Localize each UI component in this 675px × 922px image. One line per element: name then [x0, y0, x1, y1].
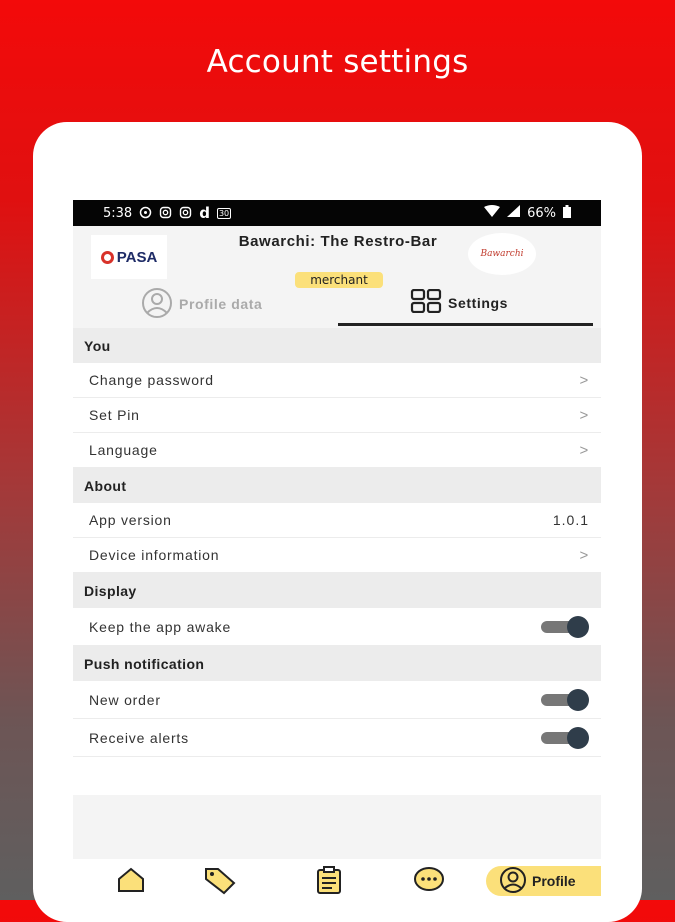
instagram-icon — [179, 206, 192, 221]
tab-profile-data[interactable] — [141, 282, 262, 326]
orders-clipboard-icon[interactable] — [314, 865, 344, 895]
row-label: Receive alerts — [89, 729, 189, 746]
chevron-right-icon: > — [579, 546, 589, 564]
tab-settings[interactable] — [338, 282, 593, 326]
grid-icon — [410, 289, 442, 316]
section-push-notification: Push notification — [73, 646, 601, 681]
row-device-information[interactable] — [73, 538, 601, 573]
section-you: You — [73, 328, 601, 363]
store-logo: Bawarchi — [468, 233, 536, 275]
notification-badge-icon: 30 — [218, 208, 230, 218]
signal-icon — [507, 205, 520, 221]
row-label: Device information — [89, 547, 220, 563]
bottom-nav — [73, 859, 601, 900]
store-name: Bawarchi: The Restro-Bar — [238, 233, 438, 250]
receive-alerts-toggle[interactable] — [541, 730, 589, 746]
keep-awake-toggle[interactable] — [541, 619, 589, 635]
row-label: New order — [89, 691, 161, 708]
row-keep-app-awake — [73, 608, 601, 646]
instagram-icon — [159, 206, 172, 221]
content-footer-area — [73, 795, 601, 859]
wifi-icon — [484, 205, 500, 221]
phone-screen — [73, 200, 601, 900]
row-receive-alerts — [73, 719, 601, 757]
whatsapp-icon — [139, 206, 152, 221]
row-label: Change password — [89, 372, 214, 388]
profile-tabs — [73, 273, 601, 328]
section-display: Display — [73, 573, 601, 608]
chevron-right-icon: > — [579, 441, 589, 459]
nav-profile-label: Profile — [532, 873, 576, 889]
role-badge: merchant — [295, 272, 383, 288]
status-time: 5:38 — [103, 205, 133, 221]
status-bar — [73, 200, 601, 226]
row-label: App version — [89, 512, 172, 528]
app-version-value: 1.0.1 — [552, 512, 589, 528]
row-app-version — [73, 503, 601, 538]
chevron-right-icon: > — [579, 406, 589, 424]
tab-settings-label: Settings — [448, 294, 509, 311]
battery-icon — [563, 205, 571, 222]
pasa-logo — [91, 235, 167, 279]
row-label: Set Pin — [89, 407, 140, 423]
home-icon[interactable] — [116, 865, 146, 895]
row-label: Keep the app awake — [89, 618, 232, 635]
chat-icon[interactable] — [413, 865, 443, 895]
user-circle-icon — [141, 287, 173, 322]
section-about: About — [73, 468, 601, 503]
offers-tag-icon[interactable] — [203, 865, 233, 895]
chevron-right-icon: > — [579, 371, 589, 389]
row-label: Language — [89, 442, 158, 458]
tab-profile-label: Profile data — [179, 296, 263, 312]
row-set-pin[interactable] — [73, 398, 601, 433]
user-circle-icon — [499, 866, 527, 897]
page-title: Account settings — [206, 44, 469, 80]
new-order-toggle[interactable] — [541, 692, 589, 708]
row-new-order — [73, 681, 601, 719]
nav-profile-button[interactable] — [486, 866, 601, 896]
status-right — [484, 205, 571, 222]
status-left — [103, 204, 231, 222]
row-change-password[interactable] — [73, 363, 601, 398]
pasa-logo-mark-icon — [101, 251, 114, 264]
pasa-logo-text: PASA — [116, 248, 158, 266]
battery-percent: 66% — [527, 205, 556, 221]
row-language[interactable] — [73, 433, 601, 468]
d-app-icon: d — [199, 204, 210, 222]
